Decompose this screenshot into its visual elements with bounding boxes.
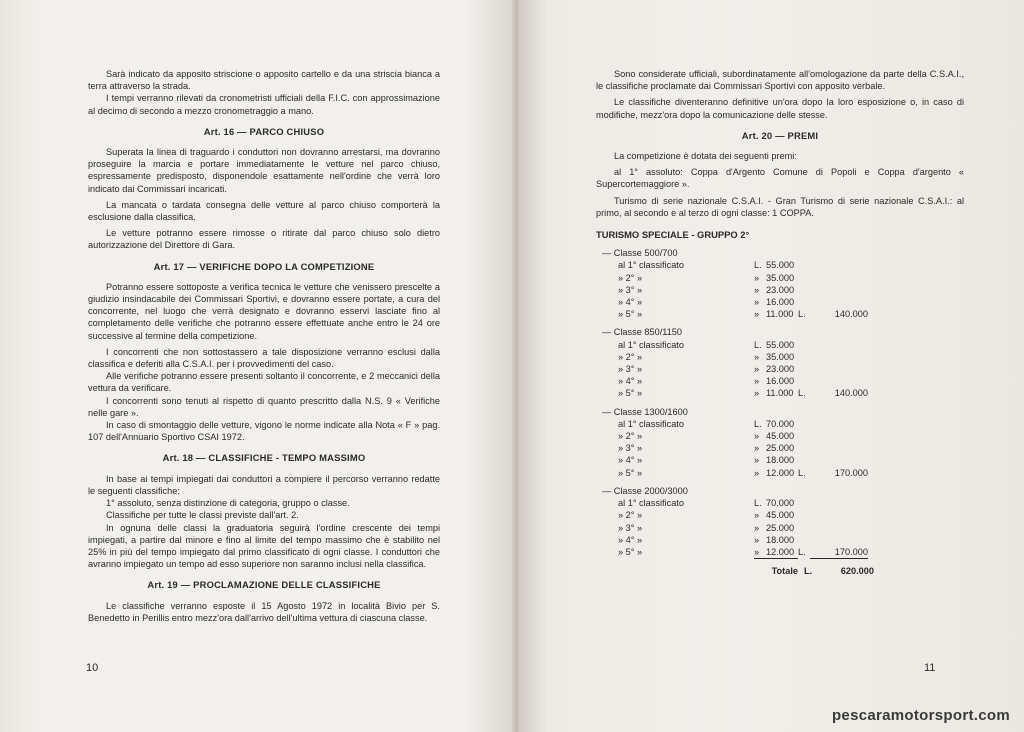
intro-paragraph: Sarà indicato da apposito striscione o apposito cartello e da una striscia bianca a terra attraverso la strada. <box>88 69 440 92</box>
prize-currency: » <box>754 431 760 442</box>
class-total-amount: 170.000 <box>810 546 868 559</box>
article-18-heading: Art. 18 — CLASSIFICHE - TEMPO MASSIMO <box>162 452 366 464</box>
article-paragraph: La competizione è dotata dei seguenti premi: <box>614 151 797 162</box>
prize-amount: 35.000 <box>766 272 795 283</box>
prize-place: » 5° » <box>618 309 643 320</box>
prize-currency: » <box>754 467 760 478</box>
prize-amount: 12.000 <box>766 546 795 557</box>
prize-row <box>596 418 868 430</box>
prize-currency: » <box>754 376 760 387</box>
article-paragraph: In base ai tempi impiegati dai conduttori a compiere il percorso verranno redatte le seguenti classifiche: <box>88 473 440 496</box>
prize-place: » 3° » <box>618 443 643 454</box>
class-total-currency: L. <box>798 388 806 399</box>
prize-row <box>596 259 868 271</box>
class-total-currency: L. <box>798 467 806 478</box>
prize-currency: » <box>754 364 760 375</box>
prize-place: al 1° classificato <box>618 498 684 509</box>
prize-amount: 45.000 <box>766 510 795 521</box>
article-paragraph: Alle verifiche potranno essere presenti soltanto il concorrente, e 2 meccanici della vettura da verificare. <box>88 371 440 394</box>
article-paragraph: In caso di smontaggio delle vetture, vigono le norme indicate alla Nota « F » pag. 107 dell'Annuario Sportivo CSAI 1972. <box>88 420 440 443</box>
prize-currency: L. <box>754 260 762 271</box>
prize-amount: 12.000 <box>766 467 795 478</box>
prize-row <box>596 497 868 509</box>
article-paragraph: Turismo di serie nazionale C.S.A.I. - Gran Turismo di serie nazionale C.S.A.I.: al primo, al secondo e al terzo di ogni classe: 1 COPPA. <box>596 195 964 218</box>
article-paragraph: In ognuna delle classi la graduatoria seguirà l'ordine crescente dei tempi impiegati, a partire dal minore e fino al limite del tempo massimo che è stabilito nel 25% in più del tempo impiegato dal primo classificato di ogni classe. I conduttori che avranno impiegato un tempo ad esso superiore non saranno inclusi nella classifica. <box>88 522 440 570</box>
class-name: — Classe 850/1150 <box>602 327 683 338</box>
article-paragraph: I concorrenti che non sottostassero a tale disposizione verranno esclusi dalla classifica e deferiti alla C.S.A.I. per i provvedimenti del caso. <box>88 346 440 370</box>
prize-currency: » <box>754 455 760 466</box>
prize-table <box>596 339 868 400</box>
prize-amount: 70.000 <box>766 418 795 429</box>
prize-row <box>596 296 868 308</box>
prize-row <box>596 339 868 351</box>
prize-class <box>596 247 964 320</box>
prize-currency: » <box>754 297 760 308</box>
prize-amount: 16.000 <box>766 376 795 387</box>
prize-place: » 5° » <box>618 467 643 478</box>
article-paragraph: La mancata o tardata consegna delle vetture al parco chiuso comporterà la esclusione dalla classifica. <box>88 199 440 223</box>
prize-place: » 2° » <box>618 431 643 442</box>
class-total-amount: 140.000 <box>834 388 868 399</box>
prize-currency: » <box>754 388 760 399</box>
prize-amount: 45.000 <box>766 431 795 442</box>
prize-currency: L. <box>754 498 762 509</box>
group-title: TURISMO SPECIALE - GRUPPO 2° <box>596 229 750 241</box>
prize-row <box>596 272 868 284</box>
prize-class <box>596 485 964 559</box>
article-paragraph: 1° assoluto, senza distinzione di categoria, gruppo o classe. <box>106 498 350 509</box>
prize-currency: » <box>754 309 760 320</box>
article-paragraph: I concorrenti sono tenuti al rispetto di quanto prescritto dalla N.S. 9 « Verifiche nelle gare ». <box>88 395 440 418</box>
prize-currency: » <box>754 546 760 557</box>
article-paragraph: Classifiche per tutte le classi previste dall'art. 2. <box>106 510 299 521</box>
prize-currency: » <box>754 522 760 533</box>
right-page <box>518 0 1024 732</box>
prize-place: » 5° » <box>618 546 643 557</box>
prize-row <box>596 351 868 363</box>
prize-place: » 4° » <box>618 297 643 308</box>
prize-currency: » <box>754 351 760 362</box>
article-16-heading: Art. 16 — PARCO CHIUSO <box>203 125 325 137</box>
prize-row <box>596 308 868 320</box>
prize-amount: 25.000 <box>766 443 795 454</box>
prize-place: » 4° » <box>618 534 643 545</box>
prize-amount: 70.000 <box>766 498 795 509</box>
class-total-amount: 140.000 <box>834 309 868 320</box>
class-total-currency: L. <box>798 546 806 557</box>
prize-amount: 23.000 <box>766 284 795 295</box>
prize-class <box>596 326 964 399</box>
prize-currency: » <box>754 443 760 454</box>
prize-classes <box>596 247 964 559</box>
prize-class <box>596 406 964 479</box>
prize-amount: 23.000 <box>766 364 795 375</box>
grand-total-table <box>596 565 874 577</box>
prize-table <box>596 497 868 559</box>
prize-row <box>596 546 868 559</box>
intro-paragraph: Sono considerate ufficiali, subordinatamente all'omologazione da parte della C.S.A.I., le classifiche proclamate dai Commissari Sportivi con apposito verbale. <box>596 69 964 92</box>
prize-place: » 3° » <box>618 284 643 295</box>
prize-place: » 4° » <box>618 455 643 466</box>
article-paragraph: al 1° assoluto: Coppa d'Argento Comune di Popoli e Coppa d'argento « Supercortemaggiore ». <box>596 167 964 190</box>
prize-currency: » <box>754 534 760 545</box>
prize-row <box>596 363 868 375</box>
prize-row <box>596 454 868 466</box>
prize-row <box>596 522 868 534</box>
prize-currency: L. <box>754 418 762 429</box>
left-page-text <box>88 68 440 624</box>
prize-row <box>596 375 868 387</box>
prize-place: al 1° classificato <box>618 418 684 429</box>
prize-place: al 1° classificato <box>618 339 684 350</box>
prize-amount: 16.000 <box>766 297 795 308</box>
prize-amount: 55.000 <box>766 339 795 350</box>
intro-paragraph: I tempi verranno rilevati da cronometristi ufficiali della F.I.C. con approssimazione al decimo di secondo a mezzo cronometraggio a mano. <box>88 93 440 116</box>
prize-amount: 18.000 <box>766 534 795 545</box>
class-total-currency: L. <box>798 309 806 320</box>
prize-row <box>596 284 868 296</box>
prize-table <box>596 259 868 320</box>
prize-amount: 11.000 <box>766 388 794 399</box>
prize-place: » 5° » <box>618 388 643 399</box>
prize-currency: L. <box>754 339 762 350</box>
prize-amount: 18.000 <box>766 455 795 466</box>
grand-total-currency: L. <box>804 566 813 577</box>
prize-row <box>596 387 868 399</box>
prize-currency: » <box>754 284 760 295</box>
prize-row <box>596 534 868 546</box>
article-paragraph: Le classifiche verranno esposte il 15 Agosto 1972 in località Bivio per S. Benedetto in Perillis entro mezz'ora dall'arrivo dell'ultima vettura di ciascuna classe. <box>88 600 440 623</box>
page-number: 11 <box>924 662 936 674</box>
prize-row <box>596 442 868 454</box>
prize-row <box>596 430 868 442</box>
prize-table <box>596 418 868 479</box>
article-paragraph: Le vetture potranno essere rimosse o ritirate dal parco chiuso solo dietro autorizzazione del Direttore di Gara. <box>88 228 440 251</box>
prize-place: » 3° » <box>618 364 643 375</box>
prize-currency: » <box>754 272 760 283</box>
prize-place: » 2° » <box>618 272 643 283</box>
prize-row <box>596 467 868 479</box>
prize-amount: 35.000 <box>766 351 795 362</box>
prize-currency: » <box>754 510 760 521</box>
article-19-heading: Art. 19 — PROCLAMAZIONE DELLE CLASSIFICHE <box>147 579 381 591</box>
class-name: — Classe 1300/1600 <box>602 406 688 417</box>
prize-place: » 2° » <box>618 351 643 362</box>
prize-amount: 25.000 <box>766 522 795 533</box>
class-total-amount: 170.000 <box>834 467 868 478</box>
article-20-heading: Art. 20 — PREMI <box>741 129 819 141</box>
prize-row <box>596 509 868 521</box>
article-paragraph: Potranno essere sottoposte a verifica tecnica le vetture che venissero prescelte a giudizio insindacabile dei Commissari Sportivi, e dovranno essere portate, a cura del concorrente, nel luogo che verrà designato e dovranno esservi lasciate fino al completamento delle verifiche che potranno essere effettuate anche entro le 24 ore successive al termine della competizione. <box>88 281 440 341</box>
watermark: pescaramotorsport.com <box>831 707 1010 724</box>
class-name: — Classe 500/700 <box>602 248 678 259</box>
intro-paragraph: Le classifiche diventeranno definitive un'ora dopo la loro esposizione o, in caso di modifiche, mezz'ora dopo la comunicazione delle stesse. <box>596 97 964 120</box>
article-paragraph: Superata la linea di traguardo i conduttori non dovranno arrestarsi, ma dovranno proseguire la marcia e portare immediatamente le vetture nel parco chiuso, espressamente predisposto, disponendole esattamente nell'ordine che verrà loro indicato dai Commissari incaricati. <box>88 147 440 194</box>
prize-amount: 11.000 <box>766 309 794 320</box>
prize-place: » 4° » <box>618 376 643 387</box>
grand-total-label: Totale <box>771 566 798 577</box>
page-number: 10 <box>86 662 99 674</box>
right-page-text <box>596 68 964 577</box>
prize-place: al 1° classificato <box>618 260 684 271</box>
prize-place: » 2° » <box>618 510 643 521</box>
grand-total-row <box>596 565 874 577</box>
class-name: — Classe 2000/3000 <box>602 485 688 496</box>
prize-amount: 55.000 <box>766 260 795 271</box>
article-17-heading: Art. 17 — VERIFICHE DOPO LA COMPETIZIONE <box>153 260 375 272</box>
grand-total-amount: 620.000 <box>840 566 874 577</box>
prize-place: » 3° » <box>618 522 643 533</box>
